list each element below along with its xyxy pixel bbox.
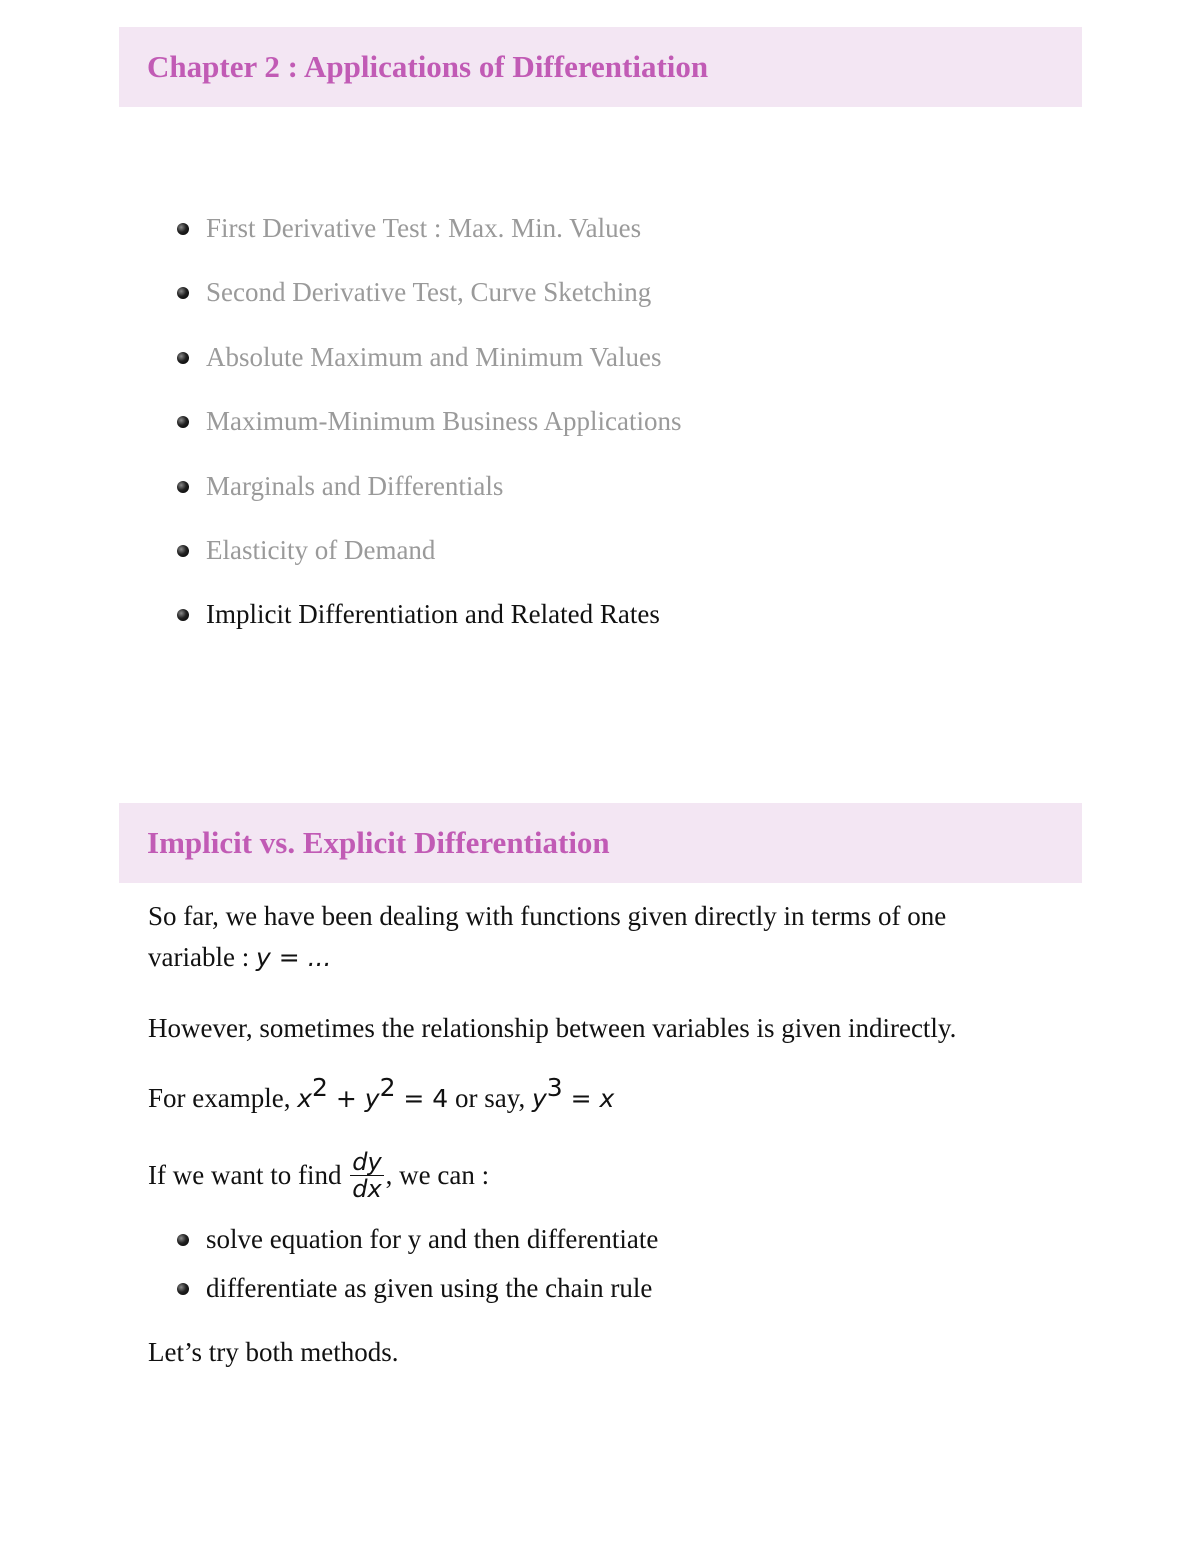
closing-paragraph — [148, 1332, 1048, 1373]
math-equals: = 4 — [395, 1084, 449, 1113]
outline-item-label: Maximum-Minimum Business Applications — [206, 406, 682, 437]
outline-item-label: First Derivative Test : Max. Min. Values — [206, 213, 642, 243]
intro-paragraph — [148, 896, 1048, 978]
example-mid: or say, — [448, 1083, 532, 1113]
chapter-outline — [177, 206, 682, 657]
bullet-icon — [177, 223, 189, 235]
bullet-icon — [177, 287, 189, 299]
intro-line: So far, we have been dealing with functions given directly in terms of one — [148, 901, 947, 931]
intro-math: y = ... — [255, 943, 332, 972]
chapter-title: Chapter 2 : Applications of Differentiation — [147, 49, 709, 84]
fraction-denominator: dx — [352, 1175, 382, 1204]
bullet-icon — [177, 1234, 189, 1246]
bullet-icon — [177, 609, 189, 621]
math-y: y — [531, 1084, 547, 1113]
method-label: differentiate as given using the chain rule — [206, 1273, 653, 1303]
find-suffix: , we can : — [385, 1160, 490, 1190]
example-prefix: For example, — [148, 1083, 298, 1113]
bullet-icon — [177, 545, 189, 557]
outline-item-label: Elasticity of Demand — [206, 534, 436, 565]
outline-item — [177, 528, 682, 592]
outline-item — [177, 399, 682, 463]
math-rest: = x — [562, 1084, 615, 1113]
math-exponent: 2 — [379, 1073, 396, 1102]
bullet-icon — [177, 481, 189, 493]
find-prefix: If we want to find — [148, 1160, 349, 1190]
example-paragraph — [148, 1073, 1048, 1119]
outline-item-label: Absolute Maximum and Minimum Values — [206, 341, 662, 372]
method-item — [177, 1219, 658, 1268]
fraction-numerator: dy — [352, 1148, 382, 1177]
find-paragraph — [148, 1143, 1048, 1207]
intro-line — [148, 937, 1048, 978]
outline-item — [177, 464, 682, 528]
section-title: Implicit vs. Explicit Differentiation — [147, 825, 610, 860]
math-plus: + — [327, 1084, 365, 1113]
outline-item-current — [177, 592, 682, 656]
method-item — [177, 1268, 658, 1317]
math-x: x — [297, 1084, 313, 1113]
bullet-icon — [177, 1283, 189, 1295]
math-exponent: 2 — [312, 1073, 328, 1102]
math-y: y — [364, 1084, 380, 1113]
outline-item-label: Second Derivative Test, Curve Sketching — [206, 277, 652, 308]
method-label: solve equation for y and then differentiate — [206, 1224, 659, 1254]
section-header — [119, 803, 1082, 883]
chapter-header — [119, 27, 1082, 107]
find-line — [148, 1143, 1048, 1207]
however-text: However, sometimes the relationship between variables is given indirectly. — [148, 1013, 957, 1043]
intro-text: variable : — [148, 942, 256, 972]
methods-list — [177, 1219, 658, 1317]
outline-item — [177, 206, 682, 270]
however-paragraph — [148, 1008, 1048, 1049]
outline-item-label: Marginals and Differentials — [206, 470, 504, 501]
bullet-icon — [177, 416, 189, 428]
derivative-fraction — [350, 1149, 383, 1202]
math-exponent: 3 — [546, 1073, 563, 1102]
outline-item — [177, 335, 682, 399]
outline-item — [177, 270, 682, 334]
example-line — [148, 1073, 1048, 1119]
bullet-icon — [177, 352, 189, 364]
outline-item-label: Implicit Differentiation and Related Rates — [206, 599, 660, 630]
closing-text: Let’s try both methods. — [148, 1337, 399, 1367]
